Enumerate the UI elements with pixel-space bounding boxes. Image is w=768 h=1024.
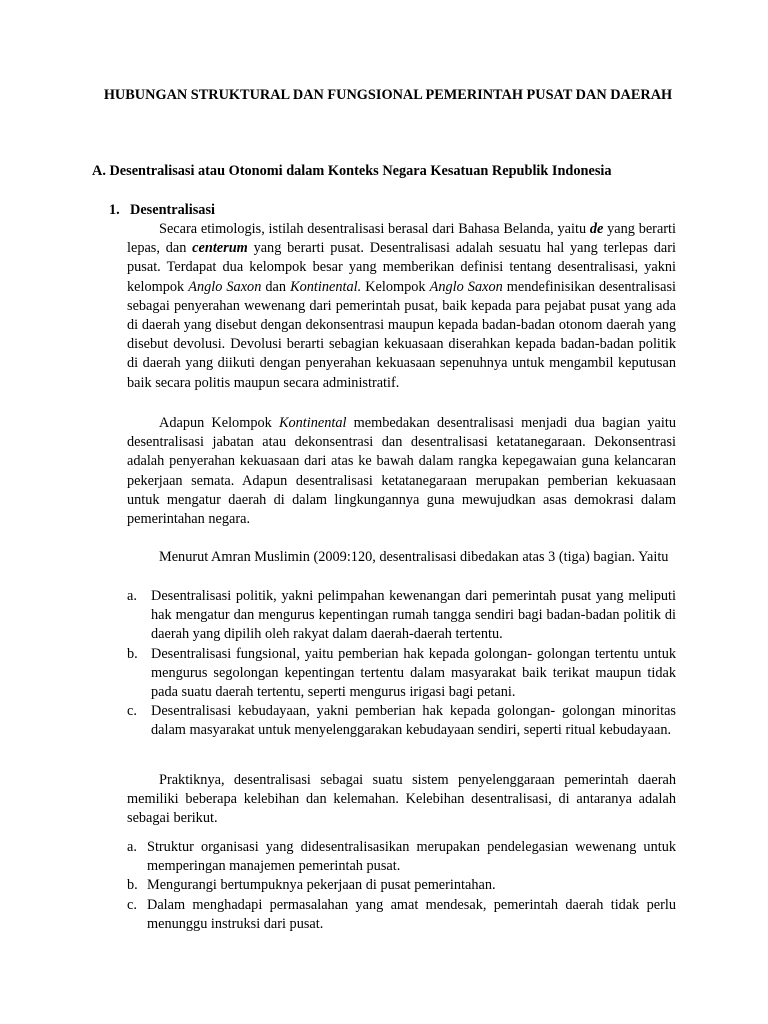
paragraph-kontinental — [127, 414, 676, 529]
list-item — [127, 896, 676, 934]
advantages-list — [127, 838, 676, 934]
list-item-text: Struktur organisasi yang didesentralisasikan merupakan pendelegasian wewenang untuk memperingan manajemen pemerintah pusat. — [147, 839, 676, 875]
list-item-text: Desentralisasi kebudayaan, yakni pemberian hak kepada golongan- golongan minoritas dalam masyarakat untuk menyelenggarakan kebudayaan sendiri, seperti ritual kebudayaan. — [151, 703, 676, 739]
term-kontinental: Kontinental. — [290, 278, 362, 295]
list-item-text: Desentralisasi fungsional, yaitu pemberian hak kepada golongan- golongan tertentu untuk mengurus segolongan kepentingan tertentu dalam masyarakat baik terikat maupun tidak pada suatu daerah tertentu, seperti mengurus irigasi bagi petani. — [151, 645, 676, 701]
paragraph-amran-muslimin — [127, 548, 676, 567]
list-item-text: Mengurangi bertumpuknya pekerjaan di pusat pemerintahan. — [147, 877, 496, 894]
list-marker: b. — [127, 877, 138, 894]
text-run: dan — [261, 278, 291, 295]
list-marker: a. — [127, 839, 137, 855]
term-centerum: centerum — [192, 240, 248, 257]
paragraph-etymology — [127, 220, 676, 393]
list-item — [127, 876, 676, 895]
paragraph-text: Praktiknya, desentralisasi sebagai suatu sistem penyelenggaraan pemerintah daerah memiliki beberapa kelebihan dan kelemahan. Kelebihan desentralisasi, di antaranya adalah sebagai berikut. — [127, 772, 676, 827]
list-marker: b. — [127, 645, 138, 662]
decentralization-types-list — [127, 587, 676, 741]
text-run: Secara etimologis, istilah desentralisasi berasal dari Bahasa Belanda, yaitu — [159, 221, 590, 237]
text-run: Kelompok — [361, 278, 430, 295]
list-item — [127, 587, 676, 645]
list-marker: c. — [127, 896, 137, 913]
term-anglo-saxon: Anglo Saxon — [188, 278, 262, 295]
term-de: de — [589, 221, 604, 237]
text-run: Adapun Kelompok — [159, 415, 279, 431]
section-heading-a: A. Desentralisasi atau Otonomi dalam Konteks Negara Kesatuan Republik Indonesia — [92, 163, 612, 179]
list-item — [127, 838, 676, 876]
text-run: membedakan desentralisasi menjadi dua bagian yaitu desentralisasi jabatan atau dekonsentrasi dan desentralisasi ketatanegaraan. Dekonsentrasi adalah penyerahan kekuasaan dari atas ke bawah dalam rangka kepegawaian guna kelancaran pekerjaan semata. Adapun desentralisasi ketatanegaraan merupakan pemberian kekuasaan untuk mengatur daerah di dalam lingkungannya guna mewujudkan asas demokrasi dalam pemerintahan negara. — [127, 415, 676, 528]
document-title: HUBUNGAN STRUKTURAL DAN FUNGSIONAL PEMERINTAH PUSAT DAN DAERAH — [103, 87, 673, 103]
list-marker: a. — [127, 588, 137, 604]
subsection-title: Desentralisasi — [130, 202, 215, 218]
term-kontinental: Kontinental — [278, 415, 347, 431]
term-anglo-saxon: Anglo Saxon — [429, 278, 503, 295]
list-marker: c. — [127, 703, 137, 720]
subsection-number: 1. — [109, 202, 120, 218]
list-item-text: Desentralisasi politik, yakni pelimpahan kewenangan dari pemerintah pusat yang meliputi hak mengatur dan mengurus kepentingan rumah tangga sendiri bagi badan-badan politik di daerah yang dipilih oleh rakyat dalam daerah-daerah tertentu. — [151, 588, 676, 643]
list-item — [127, 645, 676, 703]
text-run: mendefinisikan desentralisasi sebagai penyerahan wewenang dari pemerintah pusat, baik kepada para pejabat pusat yang ada di daerah yang disebut dengan dekonsentrasi maupun kepada badan-badan otonom daerah yang disebut devolusi. Devolusi berarti sebagian kekuasaan diserahkan kepada badan-badan politik di daerah yang diikuti dengan penyerahan kekuasaan sepenuhnya untuk mengambil keputusan baik secara politis maupun secara administratif. — [127, 278, 676, 391]
text-run: yang berarti lepas, dan — [127, 221, 676, 257]
list-item-text: Dalam menghadapi permasalahan yang amat mendesak, pemerintah daerah tidak perlu menunggu instruksi dari pusat. — [147, 896, 676, 932]
paragraph-advantages-intro — [127, 771, 676, 829]
list-item — [127, 702, 676, 740]
text-run: yang berarti pusat. Desentralisasi adalah sesuatu hal yang terlepas dari pusat. Terdapat dua kelompok besar yang memberikan definisi tentang desentralisasi, yakni kelompok — [127, 240, 676, 295]
paragraph-text: Menurut Amran Muslimin (2009:120, desentralisasi dibedakan atas 3 (tiga) bagian. Yaitu — [159, 549, 669, 565]
subsection-heading — [109, 201, 215, 220]
